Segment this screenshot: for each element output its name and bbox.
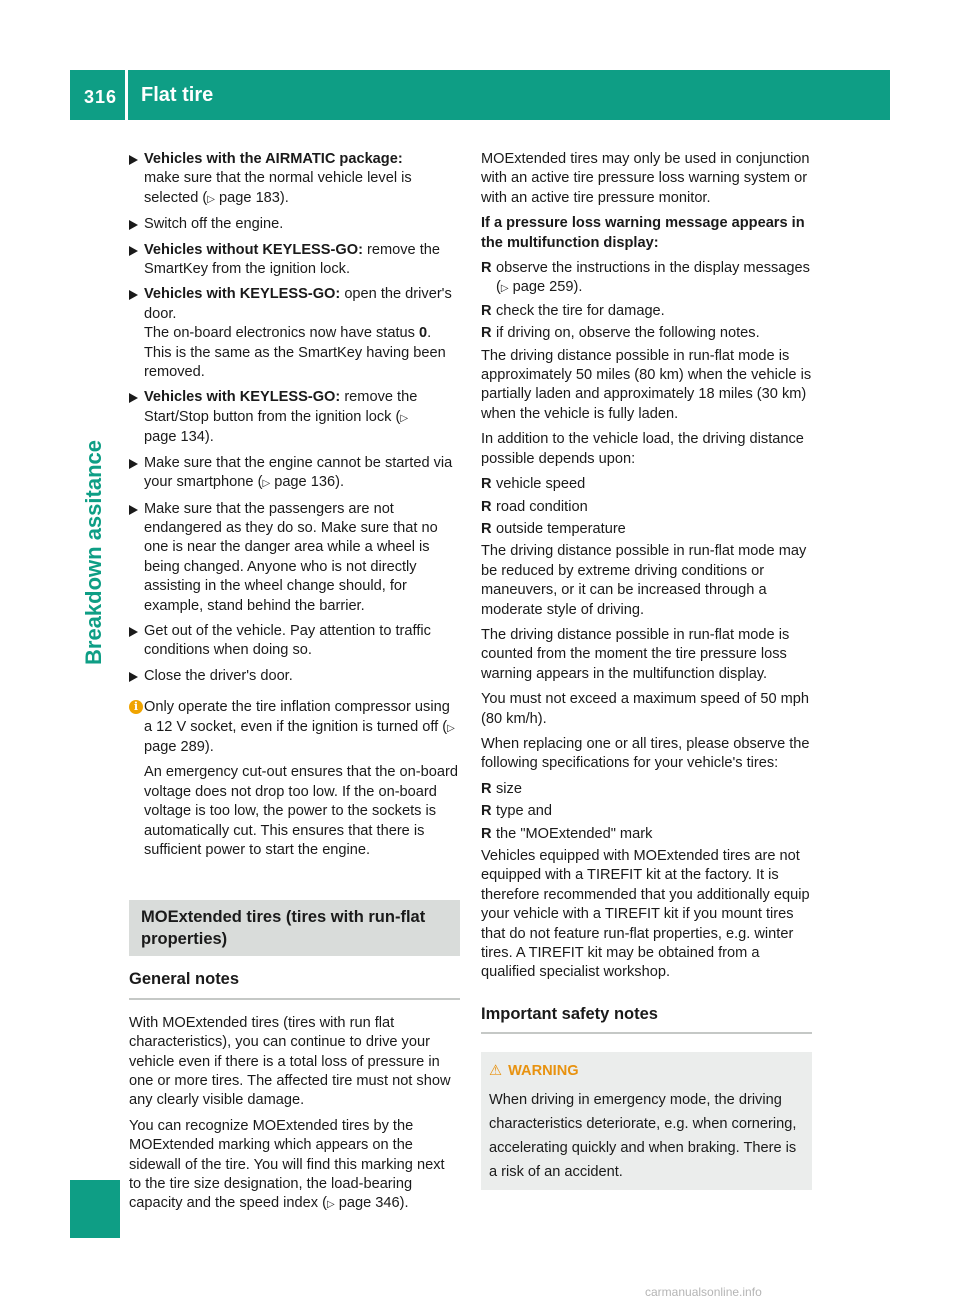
list-item <box>481 520 812 539</box>
page-ref-link[interactable]: page 134 <box>144 429 205 446</box>
list-item <box>481 498 812 517</box>
bullet-icon: R <box>481 476 492 493</box>
list-text: observe the instructions in the display messages ( <box>496 260 810 296</box>
step-bold-label: Vehicles without KEYLESS-GO: <box>144 241 363 258</box>
list-text-end: ). <box>573 279 583 296</box>
page-ref-link[interactable]: page 136 <box>274 474 336 491</box>
right-paragraph-2: The driving distance possible in run-flat mode is approximately 50 miles (80 km) when the vehicle is partially laden and approximately 18 miles (30 km) when the vehicle is fully laden. <box>481 347 812 422</box>
step-text: The on-board electronics now have status <box>144 325 420 342</box>
page-ref-icon: ▷ <box>447 722 455 734</box>
step-bold-label: Vehicles with KEYLESS-GO: <box>144 389 341 406</box>
list-item <box>481 475 812 494</box>
bullet-icon: R <box>481 260 492 277</box>
step-airmatic <box>129 150 460 209</box>
step-text: . <box>427 325 432 342</box>
list-text: road condition <box>496 498 588 515</box>
list-text: size <box>496 780 522 797</box>
page-ref-link[interactable]: page 259 <box>512 279 574 296</box>
step-text: Switch off the engine. <box>144 216 284 233</box>
right-column <box>481 150 812 1190</box>
step-text: remove the Start/Stop button from the ignition lock ( <box>144 389 418 425</box>
right-paragraph-1: MOExtended tires may only be used in conjunction with an active tire pressure loss warning system or with an active tire pressure monitor. <box>481 151 810 206</box>
step-text: Get out of the vehicle. Pay attention to traffic conditions when doing so. <box>144 622 431 659</box>
step-bold-label: Vehicles with the AIRMATIC package: <box>144 151 403 167</box>
list-item <box>481 780 812 799</box>
bullet-icon: R <box>481 520 492 537</box>
step-get-out <box>129 622 460 661</box>
list-item <box>481 259 812 299</box>
step-switch-off <box>129 215 460 234</box>
section-side-label: Breakdown assitance <box>81 440 106 665</box>
bullet-icon: R <box>481 780 492 797</box>
warning-text: When driving in emergency mode, the driving characteristics deteriorate, e.g. when cornering, accelerating quickly and when braking. There is a risk of an accident. <box>489 1091 797 1180</box>
list-item <box>481 825 812 844</box>
section-title-box: MOExtended tires (tires with run-flat properties) <box>129 900 460 956</box>
step-bold-label: Vehicles with KEYLESS-GO: <box>144 286 341 303</box>
safety-notes-heading: Important safety notes <box>481 1005 812 1034</box>
step-arrow-icon <box>129 220 138 230</box>
page-ref-icon: ▷ <box>326 1199 335 1211</box>
step-text-end: ). <box>335 474 344 491</box>
right-paragraph-8: Vehicles equipped with MOExtended tires are not equipped with a TIREFIT kit at the factory. It is therefore recommended that you additionally equip your vehicle with a TIREFIT kit if you mount tires that do not feature run-flat properties, e.g. winter tires. A TIREFIT kit may be obtained from a qualified specialist workshop. <box>481 848 810 981</box>
page-ref-icon: ▷ <box>207 193 215 205</box>
warning-title-text: WARNING <box>508 1063 579 1080</box>
warning-title <box>489 1062 804 1081</box>
general-notes-heading: General notes <box>129 970 460 999</box>
step-text: remove the SmartKey from the ignition lock. <box>144 241 441 278</box>
step-smartphone <box>129 454 460 494</box>
page-ref-icon: ▷ <box>400 412 409 424</box>
step-text: Make sure that the passengers are not endangered as they do so. Make sure that no one is near the danger area while a wheel is being changed. Anyone who is not directly assisting in the wheel change should, for example, stand behind the barrier. <box>144 500 438 614</box>
step-with-keyless-button <box>129 388 460 447</box>
left-column <box>129 150 460 1221</box>
info-icon: i <box>129 700 143 714</box>
status-value: 0 <box>419 325 428 342</box>
general-paragraph-2 <box>129 1117 460 1215</box>
step-close-door <box>129 667 460 686</box>
step-text: Make sure that the engine cannot be started via your smartphone ( <box>144 454 453 491</box>
list-text: vehicle speed <box>496 476 586 493</box>
step-text-end: ). <box>279 189 289 206</box>
list-item <box>481 324 812 343</box>
step-passengers <box>129 500 460 616</box>
right-paragraph-4: The driving distance possible in run-flat mode may be reduced by extreme driving conditions or maneuvers, or it can be increased through a moderate style of driving. <box>481 543 807 618</box>
list-text: if driving on, observe the following notes. <box>496 325 760 342</box>
list-item <box>481 302 812 321</box>
list-text: the "MOExtended" mark <box>496 825 653 842</box>
step-arrow-icon <box>129 246 138 256</box>
paragraph-text: You can recognize MOExtended tires by the MOExtended marking which appears on the sidewall of the tire. You will find this marking next to the tire size designation, the load-bearing capacity and the speed index ( <box>129 1117 445 1212</box>
step-arrow-icon <box>129 290 138 300</box>
pressure-loss-heading: If a pressure loss warning message appears in the multifunction display: <box>481 215 805 251</box>
step-arrow-icon <box>129 393 138 403</box>
step-text: Close the driver's door. <box>144 667 293 684</box>
step-without-keyless <box>129 241 460 280</box>
general-paragraph-1: With MOExtended tires (tires with run flat characteristics), you can continue to drive your vehicle even if there is a total loss of pressure in one or more tires. The affected tire must not show any clearly visible damage. <box>129 1014 451 1109</box>
bullet-icon: R <box>481 302 492 319</box>
note-paragraph: An emergency cut-out ensures that the on-board voltage does not drop too low. If the on-board voltage is too low, the power to the sockets is automatically cut. This ensures that there is sufficient power to start the engine. <box>144 764 458 858</box>
info-note <box>129 698 460 860</box>
note-text: Only operate the tire inflation compressor using a 12 V socket, even if the ignition is turned off ( <box>144 699 450 735</box>
bullet-icon: R <box>481 498 492 515</box>
warning-box <box>481 1052 812 1189</box>
step-arrow-icon <box>129 505 138 515</box>
right-paragraph-6: You must not exceed a maximum speed of 50 mph (80 km/h). <box>481 691 810 727</box>
step-arrow-icon <box>129 627 138 637</box>
list-item <box>481 802 812 821</box>
step-text: open the driver's door. <box>144 286 452 322</box>
right-paragraph-5: The driving distance possible in run-flat mode is counted from the moment the tire pressure loss warning appears in the multifunction display. <box>481 626 790 682</box>
header-divider <box>125 70 128 120</box>
page-ref-icon: ▷ <box>262 478 271 490</box>
right-paragraph-3: In addition to the vehicle load, the driving distance possible depends upon: <box>481 431 804 467</box>
step-arrow-icon <box>129 155 138 165</box>
list-text: outside temperature <box>496 520 626 537</box>
step-arrow-icon <box>129 672 138 682</box>
watermark: carmanualsonline.info <box>645 1285 762 1299</box>
step-text: This is the same as the SmartKey having been removed. <box>144 344 446 381</box>
bullet-icon: R <box>481 803 492 820</box>
warning-triangle-icon: ⚠ <box>489 1063 503 1080</box>
side-tab-block <box>70 1180 120 1238</box>
step-text-end: ). <box>204 429 214 446</box>
step-with-keyless-door <box>129 285 460 382</box>
list-text: check the tire for damage. <box>496 302 665 319</box>
page-title: Flat tire <box>141 84 214 106</box>
bullet-icon: R <box>481 825 492 842</box>
bullet-icon: R <box>481 325 492 342</box>
step-text: make sure that the normal vehicle level is selected ( <box>144 170 412 206</box>
list-text: type and <box>496 803 552 820</box>
page-ref-link[interactable]: page 183 <box>219 189 280 206</box>
step-arrow-icon <box>129 459 138 469</box>
page-ref-icon: ▷ <box>500 283 509 295</box>
page-ref-link[interactable]: page 289 <box>144 738 205 755</box>
page-ref-link[interactable]: page 346 <box>338 1195 400 1212</box>
note-text-end: ). <box>204 738 214 755</box>
right-paragraph-7: When replacing one or all tires, please observe the following specifications for your vehicle's tires: <box>481 735 810 772</box>
page-number: 316 <box>84 87 118 107</box>
paragraph-text-end: ). <box>399 1195 409 1212</box>
